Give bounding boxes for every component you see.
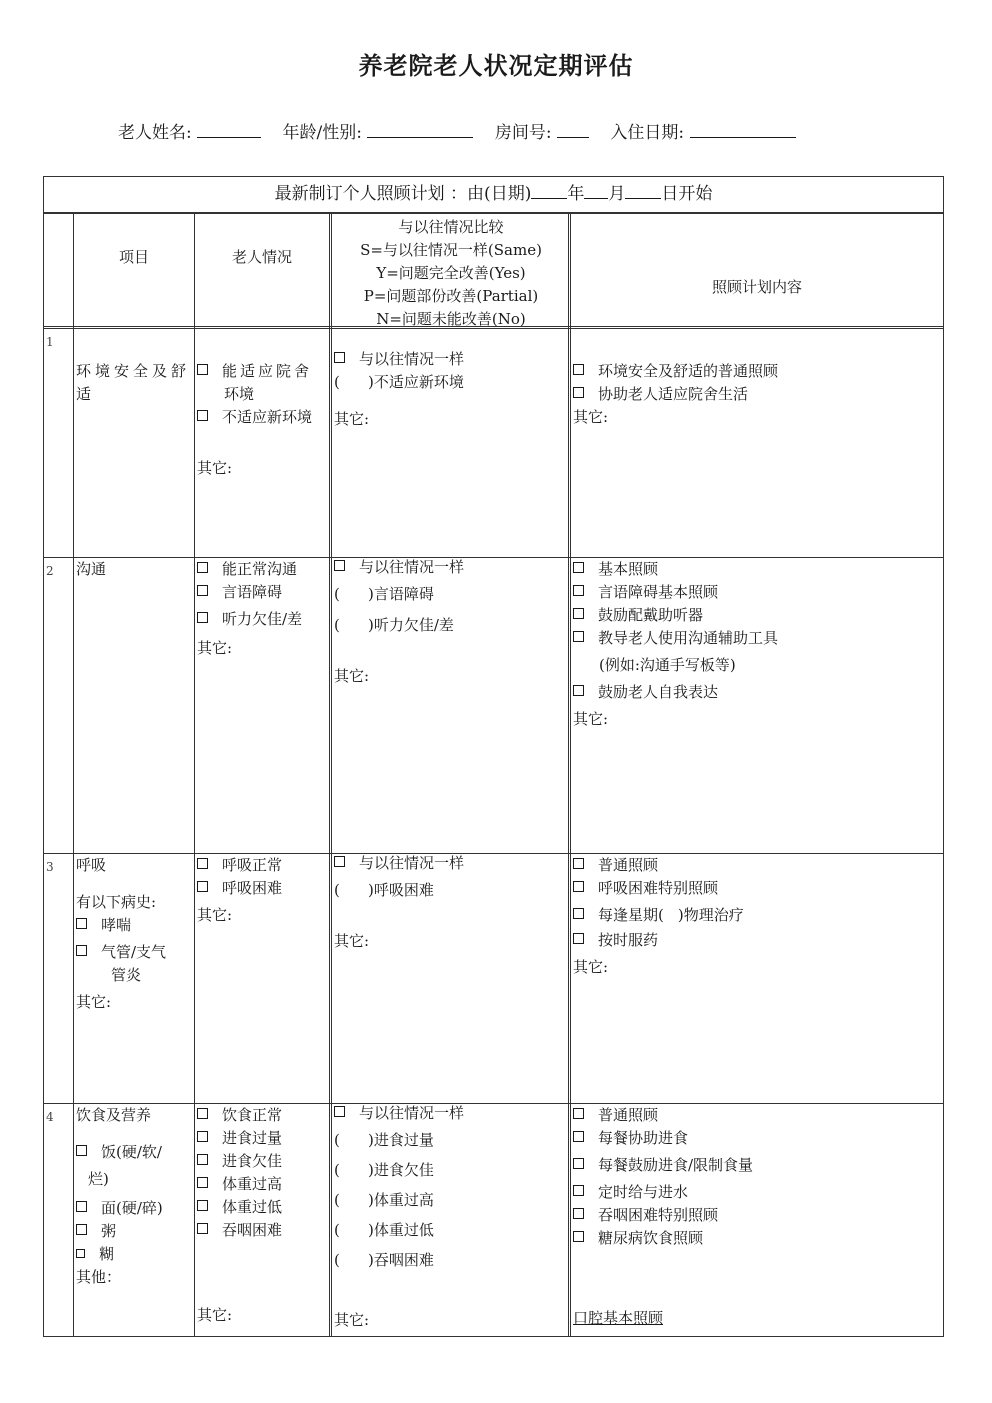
checkbox[interactable] <box>197 585 208 596</box>
checkbox[interactable] <box>76 1145 87 1156</box>
column-header-care-plan: 照顾计划内容 <box>711 278 802 296</box>
row3-care-plan: 普通照顾 呼吸困难特别照顾 每逢星期( )物理治疗 按时服药 其它: <box>573 854 941 979</box>
list-item[interactable]: 每餐协助进食 <box>573 1127 941 1150</box>
column-header-condition: 老人情况 <box>231 248 292 266</box>
list-item[interactable]: 吞咽困难特别照顾 <box>573 1204 941 1227</box>
checkbox[interactable] <box>573 685 584 696</box>
checkbox[interactable] <box>573 387 584 398</box>
list-item[interactable]: 言语障碍 <box>197 581 329 604</box>
list-item[interactable]: 吞咽困难 <box>197 1219 329 1242</box>
checkbox[interactable] <box>573 858 584 869</box>
row2-compare: 与以往情况一样 ( )言语障碍 ( )听力欠佳/差 其它: <box>334 556 566 688</box>
resident-info-row <box>118 118 812 143</box>
list-item[interactable]: 能正常沟通 <box>197 558 329 581</box>
checkbox[interactable] <box>197 881 208 892</box>
checkbox[interactable] <box>197 612 208 623</box>
list-item[interactable]: 饭(硬/软/ <box>76 1141 194 1164</box>
row4-compare: 与以往情况一样 ( )进食过量 ( )进食欠佳 ( )体重过高 ( )体重过低 ( )吞咽困难 <box>334 1102 566 1272</box>
checkbox[interactable] <box>573 364 584 375</box>
row-item-communication: 沟通 <box>76 560 107 578</box>
row2-condition: 能正常沟通 言语障碍 听力欠佳/差 其它: <box>197 558 329 660</box>
list-item[interactable]: 体重过低 <box>197 1196 329 1219</box>
row-number: 3 <box>46 860 54 874</box>
checkbox[interactable] <box>573 631 584 642</box>
checkbox[interactable] <box>573 608 584 619</box>
row-item-breathing: 呼吸 有以下病史: 哮喘 气管/支气 管炎 其它: <box>76 854 194 1014</box>
list-item[interactable]: 气管/支气 <box>76 941 194 964</box>
list-item[interactable]: 定时给与进水 <box>573 1181 941 1204</box>
checkbox[interactable] <box>197 858 208 869</box>
checkbox[interactable] <box>573 1185 584 1196</box>
list-item[interactable]: 协助老人适应院舍生活 <box>573 383 941 406</box>
list-item[interactable]: 每逢星期( )物理治疗 <box>573 904 941 927</box>
row-number: 4 <box>46 1110 54 1124</box>
list-item[interactable]: 听力欠佳/差 <box>197 608 329 631</box>
row1-compare: 与以往情况一样 ( )不适应新环境 其它: <box>334 348 566 431</box>
list-item[interactable]: 进食欠佳 <box>197 1150 329 1173</box>
checkbox[interactable] <box>334 352 345 363</box>
checkbox[interactable] <box>334 1106 345 1117</box>
list-item[interactable]: 不适应新环境 <box>197 406 329 429</box>
list-item[interactable]: 哮喘 <box>76 914 194 937</box>
row4-compare-other: 其它: <box>334 1311 370 1329</box>
list-item[interactable]: 糊 <box>76 1243 194 1266</box>
row3-compare: 与以往情况一样 ( )呼吸困难 其它: <box>334 852 566 953</box>
list-item[interactable]: 与以往情况一样 <box>334 852 566 875</box>
checkbox[interactable] <box>76 945 87 956</box>
list-item[interactable]: 饮食正常 <box>197 1104 329 1127</box>
list-item[interactable]: 鼓励老人自我表达 <box>573 681 941 704</box>
row-number: 2 <box>46 564 54 578</box>
checkbox[interactable] <box>573 585 584 596</box>
checkbox[interactable] <box>334 856 345 867</box>
checkbox[interactable] <box>573 933 584 944</box>
row-item-diet: 饮食及营养 饭(硬/软/ 烂) 面(硬/碎) 粥 糊 其他： <box>76 1104 194 1289</box>
checkbox[interactable] <box>573 1208 584 1219</box>
page-title: 养老院老人状况定期评估 <box>358 51 634 80</box>
list-item[interactable]: 普通照顾 <box>573 854 941 877</box>
checkbox[interactable] <box>573 1158 584 1169</box>
column-header-item: 项目 <box>118 248 149 266</box>
checkbox[interactable] <box>197 1200 208 1211</box>
list-item[interactable]: 与以往情况一样 <box>334 1102 566 1125</box>
list-item[interactable]: 呼吸困难特别照顾 <box>573 877 941 900</box>
list-item[interactable]: 体重过高 <box>197 1173 329 1196</box>
checkbox[interactable] <box>197 562 208 573</box>
row2-care-plan: 基本照顾 言语障碍基本照顾 鼓励配戴助听器 教导老人使用沟通辅助工具 (例如:沟通手写板等) 鼓励老人自我表达 其它: <box>573 558 941 731</box>
admission-date-field[interactable]: 入住日期: <box>610 118 795 143</box>
col-divider <box>568 212 571 1336</box>
checkbox[interactable] <box>197 1223 208 1234</box>
checkbox[interactable] <box>197 1108 208 1119</box>
checkbox[interactable] <box>197 1154 208 1165</box>
row1-care-plan: 环境安全及舒适的普通照顾 协助老人适应院舍生活 其它: <box>573 360 941 429</box>
list-item[interactable]: 教导老人使用沟通辅助工具 <box>573 627 941 650</box>
checkbox[interactable] <box>197 1131 208 1142</box>
name-field[interactable]: 老人姓名: <box>118 118 261 143</box>
list-item[interactable]: 环境安全及舒适的普通照顾 <box>573 360 941 383</box>
list-item[interactable]: 普通照顾 <box>573 1104 941 1127</box>
row3-condition: 呼吸正常 呼吸困难 其它: <box>197 854 329 927</box>
row1-condition: 能适应院舍 环境 不适应新环境 其它: <box>197 360 329 480</box>
list-item[interactable]: 呼吸困难 <box>197 877 329 900</box>
checkbox[interactable] <box>197 410 208 421</box>
row-item-environment: 环境安全及舒 适 <box>76 362 191 403</box>
checkbox[interactable] <box>573 562 584 573</box>
row4-condition-other: 其它: <box>197 1306 233 1324</box>
list-item[interactable]: 进食过量 <box>197 1127 329 1150</box>
list-item[interactable]: 按时服药 <box>573 929 941 952</box>
list-item[interactable]: 言语障碍基本照顾 <box>573 581 941 604</box>
checkbox[interactable] <box>573 881 584 892</box>
plan-start-header: 最新制订个人照顾计划 ：由(日期) 年 月 日开始 <box>44 177 943 214</box>
list-item[interactable]: 能适应院舍 <box>197 360 329 383</box>
row4-care-footer: 口腔基本照顾 <box>573 1309 664 1327</box>
col-divider <box>73 212 74 1336</box>
checkbox[interactable] <box>573 1231 584 1242</box>
list-item[interactable]: 鼓励配戴助听器 <box>573 604 941 627</box>
list-item[interactable]: 面(硬/碎) <box>76 1197 194 1220</box>
room-field[interactable]: 房间号: <box>495 118 589 143</box>
list-item[interactable]: 与以往情况一样 <box>334 556 566 579</box>
list-item[interactable]: 基本照顾 <box>573 558 941 581</box>
list-item[interactable]: 每餐鼓励进食/限制食量 <box>573 1154 941 1177</box>
checkbox[interactable] <box>573 1131 584 1142</box>
list-item[interactable]: 粥 <box>76 1220 194 1243</box>
age-sex-field[interactable]: 年龄/性别: <box>283 118 474 143</box>
checkbox[interactable] <box>573 1108 584 1119</box>
list-item[interactable]: 与以往情况一样 <box>334 348 566 371</box>
row4-condition <box>197 1104 329 1242</box>
checkbox[interactable] <box>334 560 345 571</box>
checkbox[interactable] <box>76 1224 87 1235</box>
list-item[interactable]: 呼吸正常 <box>197 854 329 877</box>
column-header-compare: 与以往情况比较 S=与以往情况一样(Same) Y=问题完全改善(Yes) P=问题部份改善(Partial) N=问题未能改善(No) <box>360 218 542 328</box>
row-number: 1 <box>46 335 54 349</box>
checkbox[interactable] <box>197 1177 208 1188</box>
checkbox[interactable] <box>76 1249 85 1258</box>
list-item[interactable]: 糖尿病饮食照顾 <box>573 1227 941 1250</box>
checkbox[interactable] <box>573 908 584 919</box>
col-divider <box>194 212 195 1336</box>
checkbox[interactable] <box>76 918 87 929</box>
col-divider <box>329 212 332 1336</box>
checkbox[interactable] <box>197 364 208 375</box>
checkbox[interactable] <box>76 1201 87 1212</box>
row4-care-plan <box>573 1104 941 1250</box>
